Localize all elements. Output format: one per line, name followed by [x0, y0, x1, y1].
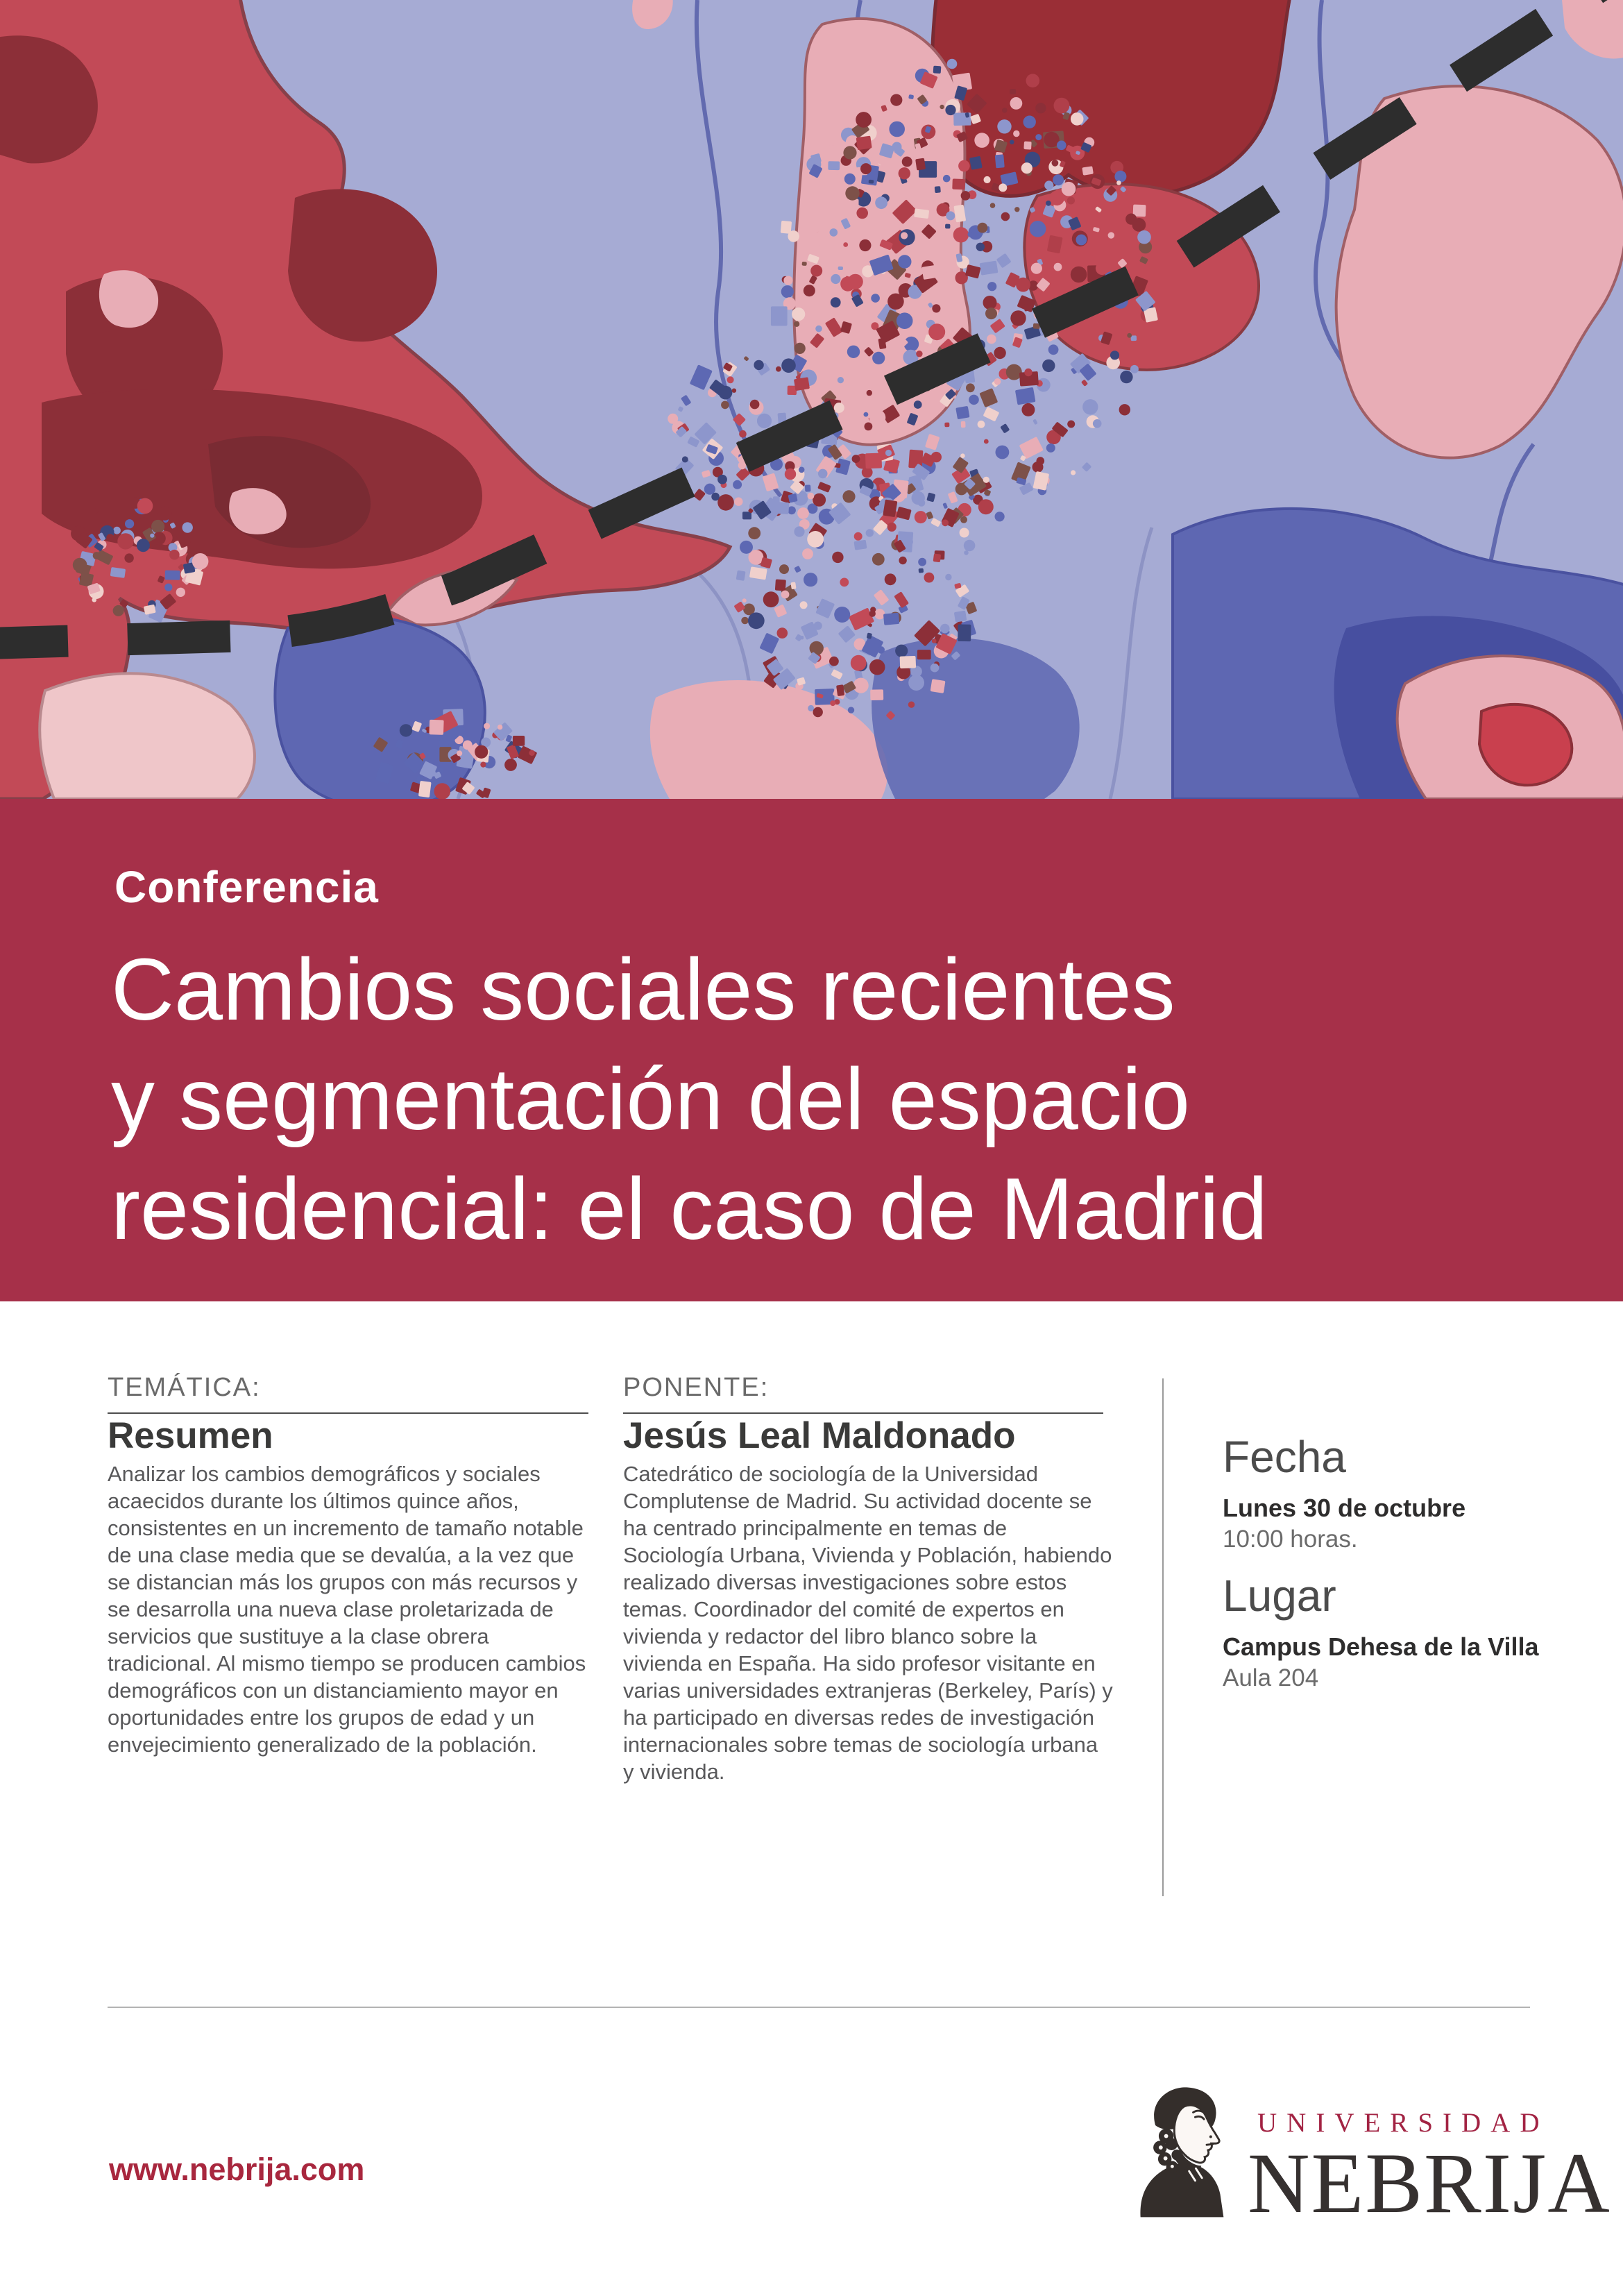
- title-band: [0, 799, 1623, 1301]
- madrid-segmentation-map: [0, 0, 1623, 799]
- website-url: www.nebrija.com: [109, 2152, 365, 2187]
- title-line-3: residencial: el caso de Madrid: [111, 1160, 1268, 1258]
- logo-nebrija-word: NEBRIJA: [1248, 2136, 1611, 2231]
- kicker-conferencia: Conferencia: [114, 862, 379, 912]
- speaker-name-heading: Jesús Leal Maldonado: [623, 1415, 1016, 1456]
- logo-wordmark: [1248, 2107, 1611, 2231]
- footer-divider: [108, 2007, 1530, 2008]
- resumen-body: Analizar los cambios demográficos y sociales acaecidos durante los últimos quince años, consistentes en un incremento de tamaño notable de una clase media que se devalúa, a la vez que se distancian más los grupos con más recursos y se desarrolla una nueva clase proletarizada de servicios que sustituye a la clase obrera tradicional. Al mismo tiempo se producen cambios demográficos con un distanciamiento mayor en oportunidades entre los grupos de edad y un envejecimiento generalizado de la población.: [108, 1462, 586, 1757]
- choropleth-map-graphic: [0, 0, 1623, 799]
- ponente-label: PONENTE:: [623, 1373, 1103, 1414]
- speaker-bio-body: Catedrático de sociología de la Universidad Complutense de Madrid. Su actividad docente se ha centrado principalmente en temas de Sociología Urbana, Vivienda y Población, habiendo realizado diversas investigaciones sobre estos temas. Coordinador del comité de expertos en vivienda y redactor del libro blanco sobre la vivienda en España. Ha sido profesor visitante en varias universidades extranjeras (Berkeley, París) y ha participado en diversas redes de investigación internacionales sobre temas de sociología urbana y vivienda.: [623, 1462, 1113, 1784]
- tematica-label: TEMÁTICA:: [108, 1373, 588, 1414]
- lugar-room: Aula 204: [1223, 1664, 1319, 1691]
- nebrija-logo: [1131, 2079, 1611, 2231]
- fecha-label: Fecha: [1223, 1432, 1346, 1482]
- logo-universidad-word: UNIVERSIDAD: [1257, 2108, 1549, 2138]
- nebrija-bust-icon: [1131, 2081, 1232, 2218]
- resumen-heading: Resumen: [108, 1415, 273, 1456]
- fecha-time: 10:00 horas.: [1223, 1526, 1358, 1553]
- title-line-2: y segmentación del espacio: [111, 1050, 1190, 1148]
- lugar-campus: Campus Dehesa de la Villa: [1223, 1632, 1539, 1661]
- poster-title: [111, 935, 1268, 1264]
- vertical-divider: [1162, 1378, 1164, 1896]
- fecha-date: Lunes 30 de octubre: [1223, 1494, 1466, 1522]
- title-line-1: Cambios sociales recientes: [111, 940, 1175, 1038]
- lugar-label: Lugar: [1223, 1571, 1336, 1621]
